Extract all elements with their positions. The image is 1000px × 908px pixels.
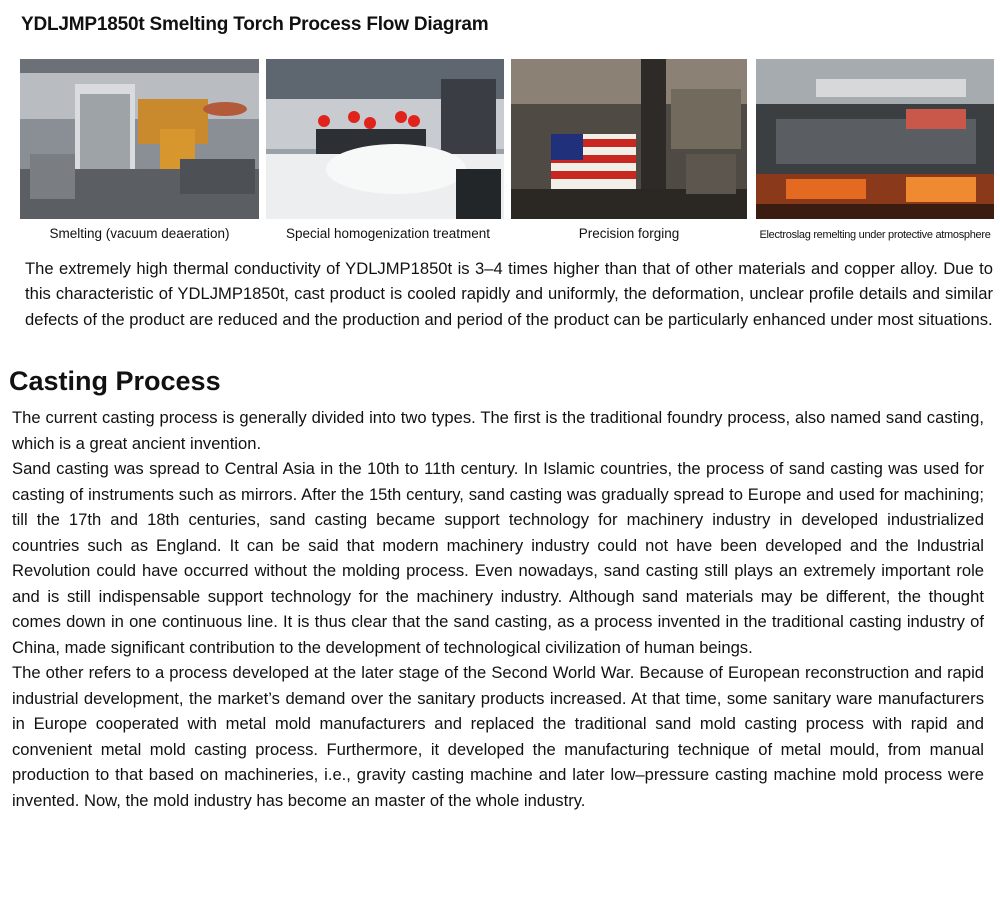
photo-caption: Electroslag remelting under protective atmosphere xyxy=(759,229,991,241)
body-paragraph: The other refers to a process developed at the later stage of the Second World War. Because of European reconstruction and rapid industrial development, the market’s demand over the sanitary products increased. At that time, some sanitary ware manufacturers in Europe cooperated with metal mold manufacturers and replaced the traditional sand mold casting process with rapid and convenient metal mold casting process. Furthermore, it developed the manufacturing technique of metal mould, from manual production to that based on machineries, i.e., gravity casting machine and later low–pressure casting machine mold process were invented. Now, the mold industry has become an master of the whole industry. xyxy=(12,663,984,810)
electroslag-photo xyxy=(756,59,994,219)
homogenization-photo xyxy=(266,59,504,219)
page-title: YDLJMP1850t Smelting Torch Process Flow Diagram xyxy=(21,14,489,35)
photo-caption: Smelting (vacuum deaeration) xyxy=(49,226,230,241)
process-photo-strip xyxy=(20,59,994,219)
photo-caption: Precision forging xyxy=(578,226,680,241)
photo-caption: Special homogenization treatment xyxy=(285,226,491,241)
section-body xyxy=(12,405,984,813)
body-paragraph: The current casting process is generally divided into two types. The first is the traditional foundry process, also named sand casting, which is a great ancient invention. xyxy=(12,408,984,453)
smelting-photo xyxy=(20,59,259,219)
body-paragraph: Sand casting was spread to Central Asia in the 10th to 11th century. In Islamic countries, the process of sand casting was used for casting of instruments such as mirrors. After the 15th century, sand casting was gradually spread to Europe and used for machining; till the 17th and 18th centuries, sand casting became support technology for machinery industry in developed industrialized countries such as England. It can be said that modern machinery industry could not have been developed and the Industrial Revolution could have occurred without the molding process. Even nowadays, sand casting still plays an extremely important role and is still indispensable support technology for the machinery industry. Although sand materials may be different, the thought comes down in one continuous line. It is thus clear that the sand casting, as a process invented in the traditional casting industry of China, made significant contribution to the development of technological civilization of human beings. xyxy=(12,459,984,657)
section-heading: Casting Process xyxy=(9,366,221,396)
forging-photo xyxy=(511,59,747,219)
intro-paragraph: The extremely high thermal conductivity of YDLJMP1850t is 3–4 times higher than that of other materials and copper alloy. Due to this characteristic of YDLJMP1850t, cast product is cooled rapidly and uniformly, the deformation, unclear profile details and similar defects of the product are reduced and the production and period of the product can be particularly enhanced under most situations. xyxy=(25,259,993,329)
